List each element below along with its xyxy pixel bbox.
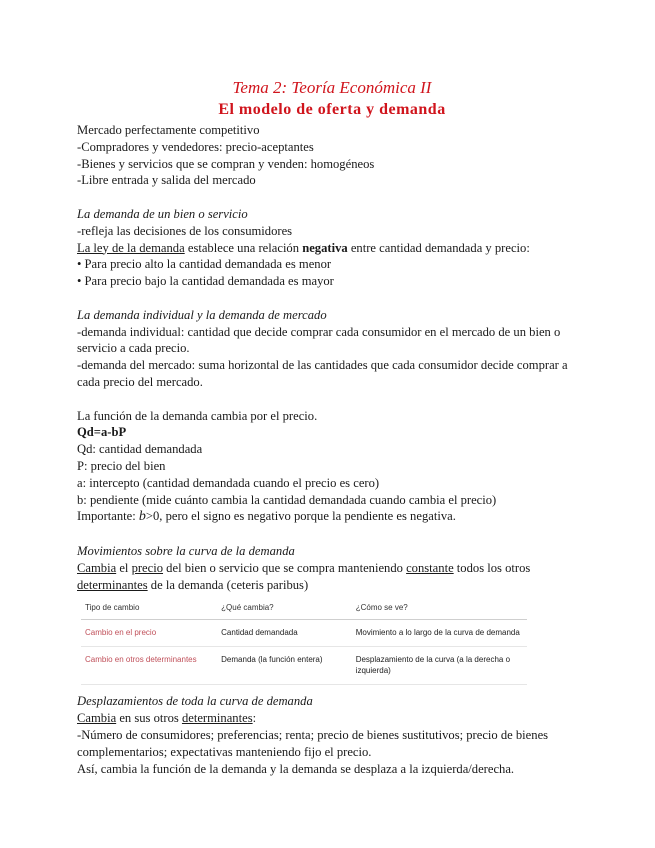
text: del bien o servicio que se compra manteniendo: [163, 560, 407, 575]
table-cell: Cambio en otros determinantes: [81, 647, 217, 685]
paragraph: Así, cambia la función de la demanda y la demanda se desplaza a la izquierda/derecha.: [77, 761, 515, 776]
text: todos los otros: [453, 560, 531, 575]
function-intro: La función de la demanda cambia por el precio.: [77, 408, 318, 423]
note-label: Importante:: [77, 509, 139, 524]
definition-line: P: precio del bien: [77, 458, 166, 473]
table-header: ¿Qué cambia?: [217, 599, 352, 620]
text: de la demanda (ceteris paribus): [147, 577, 309, 592]
table-row: [81, 647, 527, 685]
section-heading-demand: La demanda de un bien o servicio: [77, 206, 248, 221]
definition-line: a: intercepto (cantidad demandada cuando el precio es cero): [77, 475, 380, 490]
underlined-term: determinantes: [77, 577, 148, 592]
underlined-term: Cambia: [77, 711, 117, 726]
document-title: Tema 2: Teoría Económica II: [232, 78, 432, 97]
movements-paragraph: [77, 560, 587, 594]
demand-formula: Qd=a-bP: [77, 425, 127, 440]
law-of-demand-line: [77, 240, 587, 257]
paragraph: -Número de consumidores; preferencias; renta; precio de bienes sustitutivos; precio de bienes complementarios; expectativas manteniendo fijo el precio.: [77, 727, 549, 759]
intro-line: -Bienes y servicios que se compran y venden: homogéneos: [77, 156, 375, 171]
table-header: Tipo de cambio: [81, 599, 217, 620]
document-subtitle: El modelo de oferta y demanda: [218, 101, 446, 118]
underlined-term: Cambia: [77, 560, 117, 575]
demand-line: -refleja las decisiones de los consumidores: [77, 223, 293, 238]
shifts-line: [77, 710, 587, 727]
text: el: [116, 560, 132, 575]
section-heading-shifts: Desplazamientos de toda la curva de demanda: [77, 694, 313, 709]
table-cell: Demanda (la función entera): [217, 647, 352, 685]
section-heading-individual: La demanda individual y la demanda de mercado: [77, 307, 327, 322]
table-row: [81, 620, 527, 647]
definition-line: Qd: cantidad demandada: [77, 442, 203, 457]
text: :: [252, 711, 257, 726]
bullet-item: • Para precio alto la cantidad demandada es menor: [77, 257, 332, 272]
note-variable: b: [138, 509, 146, 525]
document-page: [77, 78, 587, 777]
law-term: La ley de la demanda: [77, 240, 185, 255]
underlined-term: constante: [406, 560, 454, 575]
law-text: establece una relación: [184, 240, 303, 255]
table-cell: Cantidad demandada: [217, 620, 352, 647]
section-heading-movements: Movimientos sobre la curva de la demanda: [77, 543, 295, 558]
paragraph: -demanda del mercado: suma horizontal de las cantidades que cada consumidor decide comprar a cada precio del mercado.: [77, 358, 568, 389]
intro-line: Mercado perfectamente competitivo: [77, 123, 260, 137]
table-header-row: [81, 599, 527, 620]
underlined-term: determinantes: [181, 711, 253, 726]
underlined-term: precio: [131, 560, 164, 575]
bullet-item: • Para precio bajo la cantidad demandada es mayor: [77, 274, 334, 289]
table-cell: Desplazamiento de la curva (a la derecha o izquierda): [352, 647, 527, 685]
intro-line: -Compradores y vendedores: precio-aceptantes: [77, 139, 314, 154]
text: en sus otros: [116, 711, 182, 726]
change-types-table: [81, 599, 527, 685]
law-bold: negativa: [302, 240, 348, 255]
intro-line: -Libre entrada y salida del mercado: [77, 173, 256, 188]
important-note: [77, 508, 587, 526]
law-text-end: entre cantidad demandada y precio:: [347, 240, 530, 255]
definition-line: b: pendiente (mide cuánto cambia la cantidad demandada cuando cambia el precio): [77, 492, 497, 507]
table-cell: Movimiento a lo largo de la curva de demanda: [352, 620, 527, 647]
paragraph: -demanda individual: cantidad que decide comprar cada consumidor en el mercado de un bien o servicio a cada precio.: [77, 324, 561, 356]
table-cell: Cambio en el precio: [81, 620, 217, 647]
note-text: >0, pero el signo es negativo porque la pendiente es negativa.: [145, 509, 456, 524]
table-header: ¿Cómo se ve?: [352, 599, 527, 620]
